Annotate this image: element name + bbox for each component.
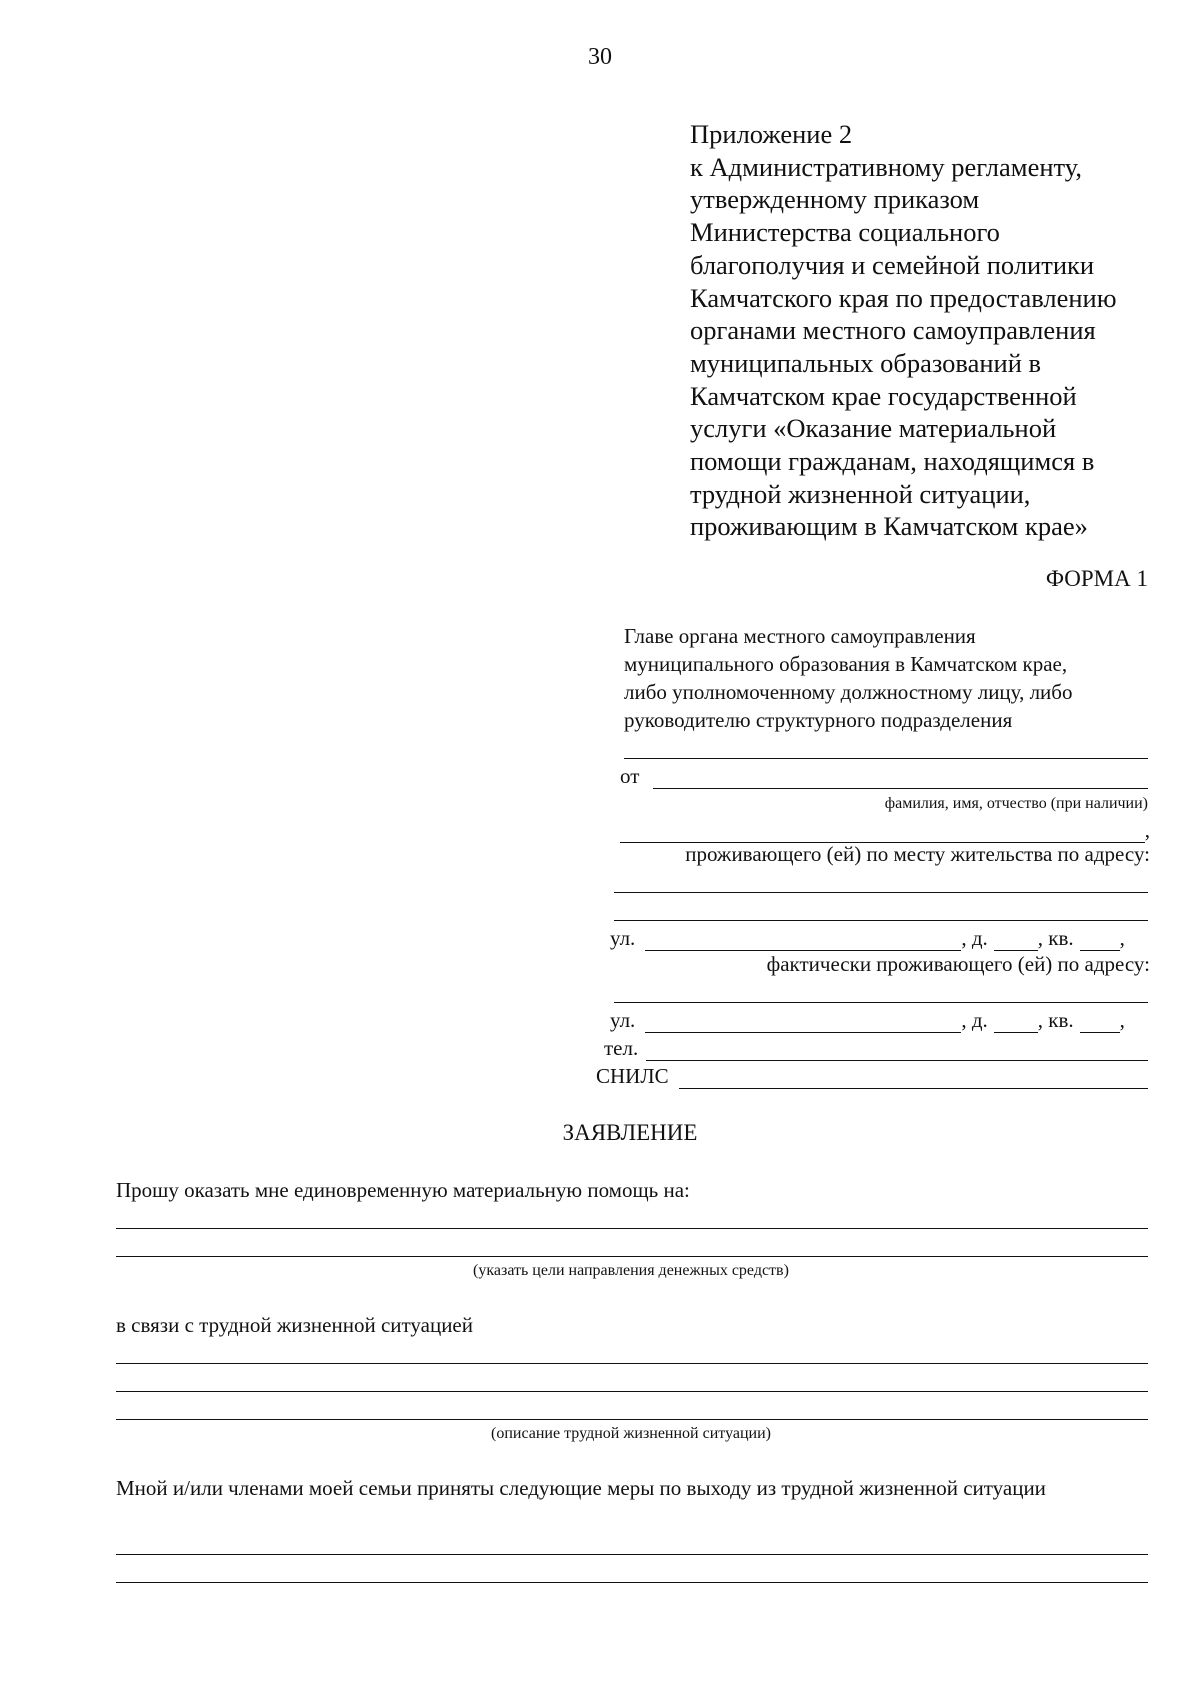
comma: ,	[1144, 818, 1150, 842]
street-label: ул.	[610, 1008, 636, 1032]
page-number: 30	[588, 44, 612, 70]
annex-header	[690, 118, 1170, 543]
residence-street-row	[610, 926, 1150, 951]
addressee-block	[624, 622, 1154, 734]
actual-residence-row	[767, 952, 1150, 977]
annex-line: Камчатском крае государственной	[690, 380, 1077, 411]
request-text: Прошу оказать мне единовременную материальную помощь на:	[116, 1178, 690, 1202]
house-label: , д.	[961, 926, 988, 950]
measures-line-2[interactable]	[116, 1582, 1148, 1583]
situation-line-3[interactable]	[116, 1419, 1148, 1420]
annex-line: утвержденному приказом	[690, 184, 980, 215]
phone-label: тел.	[604, 1036, 639, 1060]
annex-line: благополучия и семейной политики	[690, 249, 1095, 280]
phone-field[interactable]	[646, 1060, 1148, 1061]
annex-line: трудной жизненной ситуации,	[690, 478, 1031, 509]
annex-line: к Административному регламенту,	[690, 151, 1082, 182]
form-label: ФОРМА 1	[1045, 566, 1148, 591]
addressee-line: муниципального образования в Камчатском крае,	[624, 652, 1068, 676]
residence-address-line-1[interactable]	[614, 892, 1148, 893]
addressee-line: либо уполномоченному должностному лицу, либо	[624, 680, 1073, 704]
purpose-line-1[interactable]	[116, 1228, 1148, 1229]
fio-caption: фамилия, имя, отчество (при наличии)	[884, 795, 1148, 812]
situation-text: в связи с трудной жизненной ситуацией	[116, 1313, 473, 1337]
situation-caption: (описание трудной жизненной ситуации)	[491, 1425, 771, 1442]
purpose-line-2[interactable]	[116, 1256, 1148, 1257]
residence-house-field[interactable]	[994, 950, 1038, 951]
apt-label: , кв.	[1037, 926, 1074, 950]
annex-line: Приложение 2	[690, 119, 853, 149]
from-label: от	[620, 764, 640, 788]
purpose-caption: (указать цели направления денежных средств)	[473, 1262, 789, 1279]
annex-line: муниципальных образований в	[690, 347, 1042, 378]
residence-street-field[interactable]	[645, 950, 961, 951]
snils-row	[596, 1064, 1148, 1089]
street-label: ул.	[610, 926, 636, 950]
statement-title: ЗАЯВЛЕНИЕ	[562, 1120, 698, 1145]
actual-address-line[interactable]	[614, 1002, 1148, 1003]
residence-label: проживающего (ей) по месту жительства по адресу:	[685, 842, 1150, 866]
measures-text: Мной и/или членами моей семьи приняты следующие меры по выходу из трудной жизненной ситуации	[116, 1476, 1046, 1500]
residence-address-line-2[interactable]	[614, 920, 1148, 921]
actual-street-field[interactable]	[645, 1032, 961, 1033]
annex-line: Камчатского края по предоставлению	[690, 282, 1117, 313]
apt-label: , кв.	[1037, 1008, 1074, 1032]
addressee-blank-line[interactable]	[624, 758, 1148, 759]
annex-line: органами местного самоуправления	[690, 315, 1096, 346]
comma: ,	[1119, 926, 1125, 950]
residence-apt-field[interactable]	[1080, 950, 1120, 951]
actual-street-row	[610, 1008, 1150, 1033]
actual-house-field[interactable]	[994, 1032, 1038, 1033]
addressee-line: Главе органа местного самоуправления	[624, 624, 976, 648]
situation-line-2[interactable]	[116, 1391, 1148, 1392]
actual-apt-field[interactable]	[1080, 1032, 1120, 1033]
measures-line-1[interactable]	[116, 1554, 1148, 1555]
annex-line: Министерства социального	[690, 217, 1000, 248]
annex-line: услуги «Оказание материальной	[690, 413, 1057, 444]
actual-residence-label: фактически проживающего (ей) по адресу:	[766, 952, 1150, 976]
annex-line: проживающим в Камчатском крае»	[690, 511, 1088, 542]
addressee-line: руководителю структурного подразделения	[624, 708, 1013, 732]
house-label: , д.	[961, 1008, 988, 1032]
situation-line-1[interactable]	[116, 1363, 1148, 1364]
phone-row	[604, 1036, 1148, 1061]
snils-label: СНИЛС	[596, 1064, 669, 1088]
from-fio-field[interactable]	[653, 788, 1148, 789]
residence-row	[685, 842, 1150, 867]
name-continuation-row	[620, 818, 1150, 843]
annex-line: помощи гражданам, находящимся в	[690, 446, 1095, 477]
comma: ,	[1119, 1008, 1125, 1032]
snils-field[interactable]	[679, 1088, 1148, 1089]
from-row	[620, 764, 1148, 789]
